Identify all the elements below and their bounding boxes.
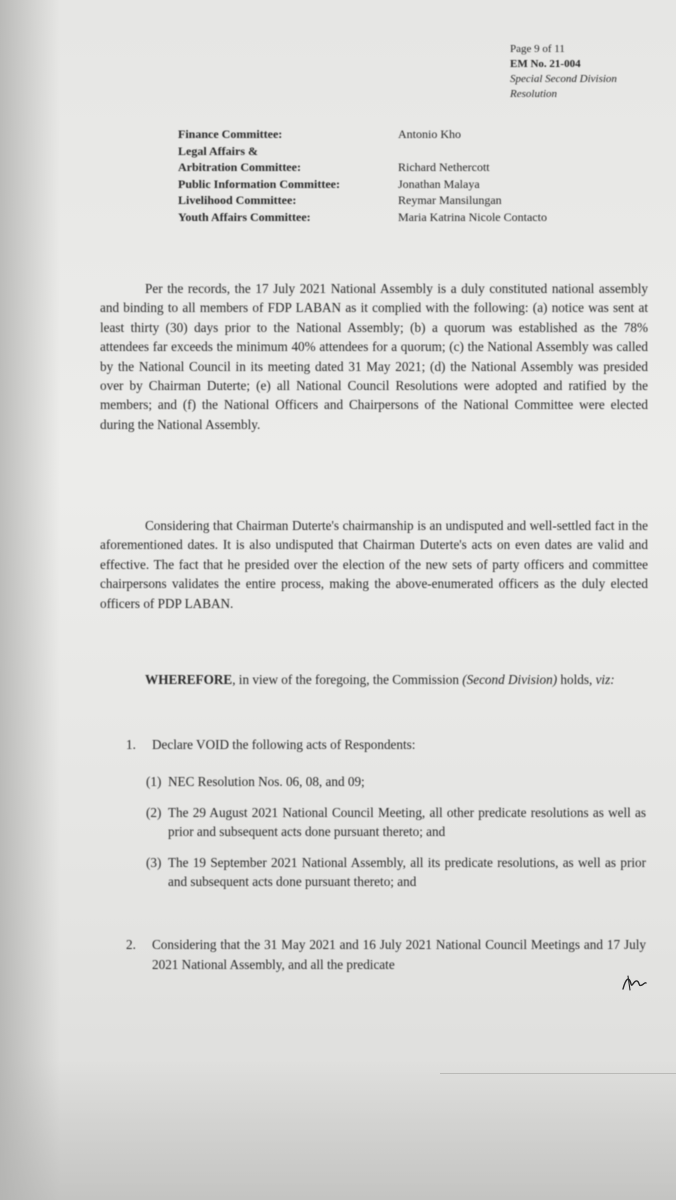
list-item-text: The 29 August 2021 National Council Meeting, all other predicate resolutions as well as prior and subsequent acts done pursuant thereto; and (168, 805, 646, 839)
considering-paragraph: Considering that Chairman Duterte's chairmanship is an undisputed and well-settled fact in the aforementioned dates. It is also undisputed that Chairman Duterte's acts on even dates are valid and effective. The fact that he presided over the election of the new sets of party officers and committee chairpersons validates the entire process, making the above-enumerated officers as the duly elected officers of PDP LABAN. (100, 518, 648, 611)
committee-role: Livelihood Committee: (178, 193, 297, 207)
committee-row (178, 159, 658, 176)
page-shadow-left (0, 0, 60, 1200)
records-paragraph: Per the records, the 17 July 2021 National Assembly is a duly constituted national assembly and binding to all members of FDP LABAN as it complied with the following: (a) notice was sent at least thirty (30) days prior to the National Assembly; (b) a quorum was established as the 78% attendees far exceeds the minimum 40% attendees for a quorum; (c) the National Assembly was called by the National Council in its meeting dated 31 May 2021; (d) the National Assembly was presided over by Chairman Duterte; (e) all National Council Resolutions were adopted and ratified by the members; and (f) the National Officers and Chairpersons of the National Committee were elected during the National Assembly. (100, 281, 648, 432)
page-shadow-bottom (0, 1060, 676, 1200)
committee-role: Finance Committee: (178, 127, 283, 141)
void-acts-list (146, 772, 646, 903)
committee-row (178, 143, 658, 160)
division-label: Special Second Division (510, 73, 617, 85)
ruling-item-2 (126, 935, 646, 975)
list-item-text: NEC Resolution Nos. 06, 08, and 09; (168, 774, 365, 789)
list-item (146, 803, 646, 841)
committee-chair (398, 143, 658, 160)
case-number: EM No. 21-004 (510, 58, 581, 70)
wherefore-paragraph (100, 670, 648, 689)
list-item-text: The 19 September 2021 National Assembly, all its predicate resolutions, as well as prior and subsequent acts done pursuant thereto; and (168, 855, 646, 889)
viz-label: viz: (595, 672, 615, 687)
committee-chair: Antonio Kho (398, 127, 461, 141)
committee-chair: Richard Nethercott (398, 160, 490, 174)
item-text: Declare VOID the following acts of Respondents: (152, 737, 416, 752)
committee-row (178, 176, 658, 193)
committee-chair: Reymar Mansilungan (398, 193, 502, 207)
committee-role: Public Information Committee: (178, 176, 340, 191)
list-item-number: (1) (146, 774, 162, 789)
page-header (510, 42, 670, 102)
ruling-item-1 (126, 735, 646, 754)
committee-row (178, 192, 658, 209)
wherefore-text: , in view of the foregoing, the Commission (232, 672, 463, 687)
committee-role: Legal Affairs & (178, 143, 258, 158)
division-ref: (Second Division) (462, 672, 558, 687)
page-number: Page 9 of 11 (510, 43, 565, 55)
item-text: Considering that the 31 May 2021 and 16 July 2021 National Council Meetings and 17 July 2021 National Assembly, and all the predicate (152, 937, 646, 972)
committee-chair: Maria Katrina Nicole Contacto (398, 209, 547, 224)
document-type: Resolution (510, 88, 558, 100)
committee-role: Youth Affairs Committee: (178, 209, 311, 224)
list-item (146, 772, 646, 791)
committee-row (178, 126, 658, 143)
list-item-number: (3) (146, 855, 162, 870)
committee-list (178, 126, 658, 225)
committee-role: Arbitration Committee: (178, 160, 301, 174)
wherefore-holds: holds, (557, 672, 596, 687)
handwritten-initials-icon (620, 972, 648, 994)
committee-chair: Jonathan Malaya (398, 176, 480, 191)
list-item-number: (2) (146, 805, 162, 820)
item-number: 2. (126, 937, 136, 952)
item-number: 1. (126, 737, 136, 752)
page-edge-line (440, 1073, 676, 1074)
wherefore-keyword: WHEREFORE (145, 672, 233, 687)
committee-row (178, 209, 658, 226)
list-item (146, 853, 646, 891)
